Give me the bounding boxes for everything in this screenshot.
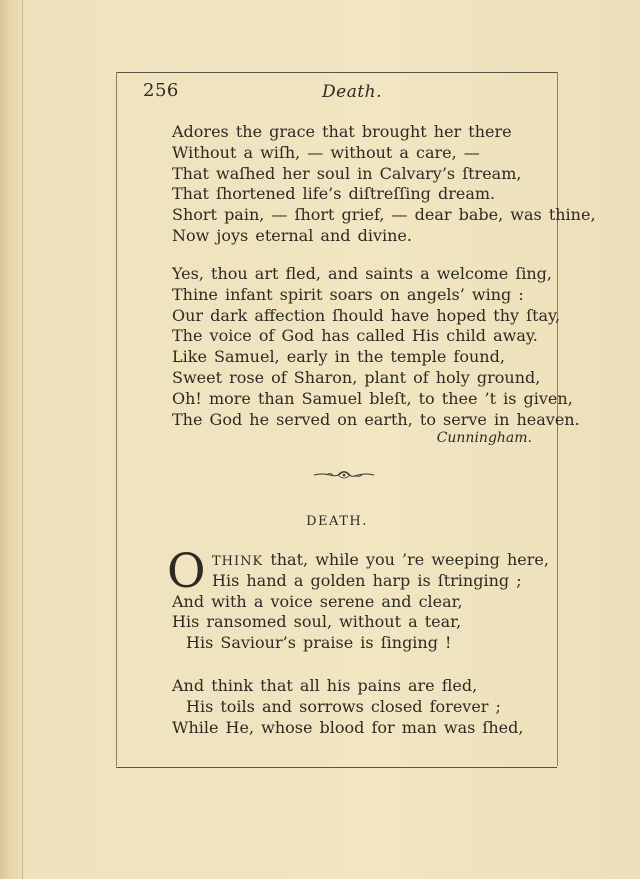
verse-line: Adores the grace that brought her there xyxy=(172,122,512,141)
verse-line: The God he served on earth, to serve in heaven. xyxy=(172,409,580,429)
verse-line: His toils and sorrows closed forever ; xyxy=(186,696,501,716)
verse-line: And think that all his pains are fled, xyxy=(172,676,478,695)
verse-line: While He, whose blood for man was ſhed, xyxy=(172,717,524,737)
poem-one-stanza-1 xyxy=(172,122,596,247)
verse-line: His Saviour’s praise is ſinging ! xyxy=(186,633,452,653)
verse-line: Now joys eternal and divine. xyxy=(172,225,412,245)
verse-line: Oh! more than Samuel bleſt, to thee ’t is given, xyxy=(172,388,573,408)
verse-line: That ſhortened life’s diſtreſſing dream. xyxy=(172,184,496,204)
verse-line: Sweet rose of Sharon, plant of holy ground, xyxy=(172,367,541,387)
drop-cap: O xyxy=(167,544,206,599)
poem-title: DEATH. xyxy=(306,514,368,529)
page-number: 256 xyxy=(143,80,179,101)
running-title: Death. xyxy=(322,82,383,102)
verse-line: Without a wiſh, — without a care, — xyxy=(172,142,480,162)
verse-line: And with a voice serene and clear, xyxy=(172,591,463,611)
verse-line: Our dark affection ſhould have hoped thy ſtay, xyxy=(172,305,561,325)
verse-line: Yes, thou art fled, and saints a welcome ſing, xyxy=(172,264,553,283)
ornament-divider xyxy=(312,466,376,484)
poem-two-stanza-2 xyxy=(172,676,523,738)
verse-line-first xyxy=(172,550,549,571)
author-attribution: Cunningham. xyxy=(436,430,532,446)
poem-two-stanza-1 xyxy=(172,550,549,654)
binding-gutter xyxy=(22,0,23,879)
verse-line: His hand a golden harp is ſtringing ; xyxy=(212,570,522,590)
frame-left-rule xyxy=(116,72,117,766)
verse-line: The voice of God has called His child away. xyxy=(172,326,538,346)
verse-line: His ransomed soul, without a tear, xyxy=(172,612,462,632)
verse-line: Like Samuel, early in the temple found, xyxy=(172,347,505,367)
first-line-rest: that, while you ’re weeping here, xyxy=(263,550,549,569)
verse-line: Thine infant spirit soars on angels’ wing : xyxy=(172,284,524,304)
poem-one-stanza-2 xyxy=(172,264,580,430)
verse-line: That waſhed her soul in Calvary’s ſtream, xyxy=(172,163,522,183)
verse-line: Short pain, — ſhort grief, — dear babe, was thine, xyxy=(172,205,596,225)
small-caps-opening: THINK xyxy=(212,554,264,569)
